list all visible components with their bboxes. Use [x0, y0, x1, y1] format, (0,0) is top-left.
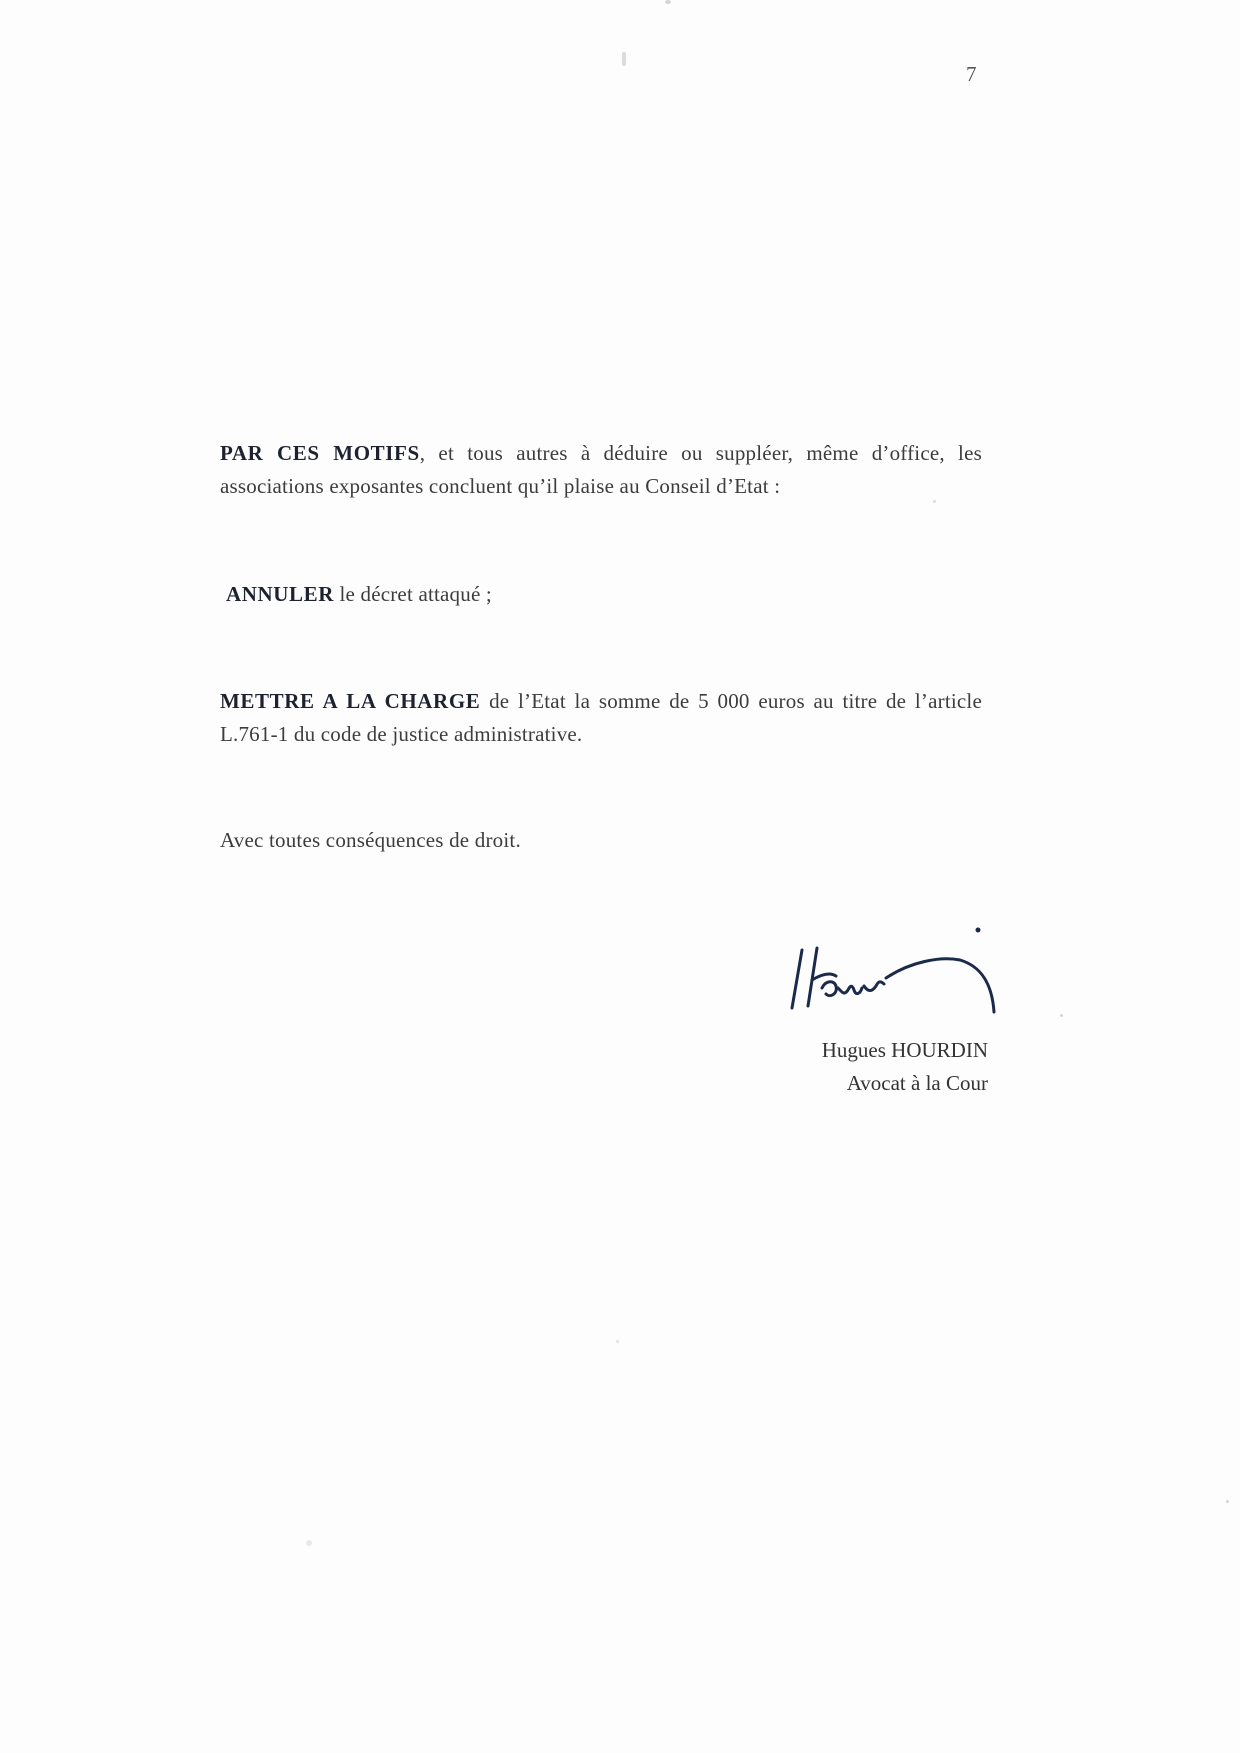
scan-speck — [1226, 1500, 1229, 1503]
signer-block — [760, 1034, 988, 1100]
scan-speck — [306, 1540, 312, 1546]
mettre-text: de l’Etat la somme de 5 000 euros au titre de l’article L.761-1 du code de justice administrative. — [220, 689, 982, 746]
scan-speck — [665, 0, 671, 4]
handwritten-signature — [780, 922, 1030, 1022]
scan-speck — [616, 1340, 619, 1343]
signer-name: Hugues HOURDIN — [821, 1038, 988, 1062]
page-number: 7 — [966, 62, 977, 86]
annuler-text: le décret attaqué ; — [334, 582, 492, 606]
annuler-heading: ANNULER — [226, 582, 335, 606]
motifs-text: , et tous autres à déduire ou suppléer, même d’office, les associations exposantes concluent qu’il plaise au Conseil d’Etat : — [220, 441, 982, 498]
paragraph-annuler — [226, 578, 988, 611]
paragraph-consequences — [220, 824, 982, 857]
paragraph-mettre-a-la-charge — [220, 685, 982, 751]
signer-title: Avocat à la Cour — [846, 1071, 988, 1095]
scan-speck — [1060, 1014, 1063, 1017]
scan-speck — [622, 52, 626, 66]
consequences-text: Avec toutes conséquences de droit. — [220, 828, 521, 852]
mettre-heading: METTRE A LA CHARGE — [220, 689, 481, 713]
paragraph-par-ces-motifs — [220, 437, 982, 503]
motifs-heading: PAR CES MOTIFS — [220, 441, 420, 465]
scan-speck — [933, 500, 936, 503]
